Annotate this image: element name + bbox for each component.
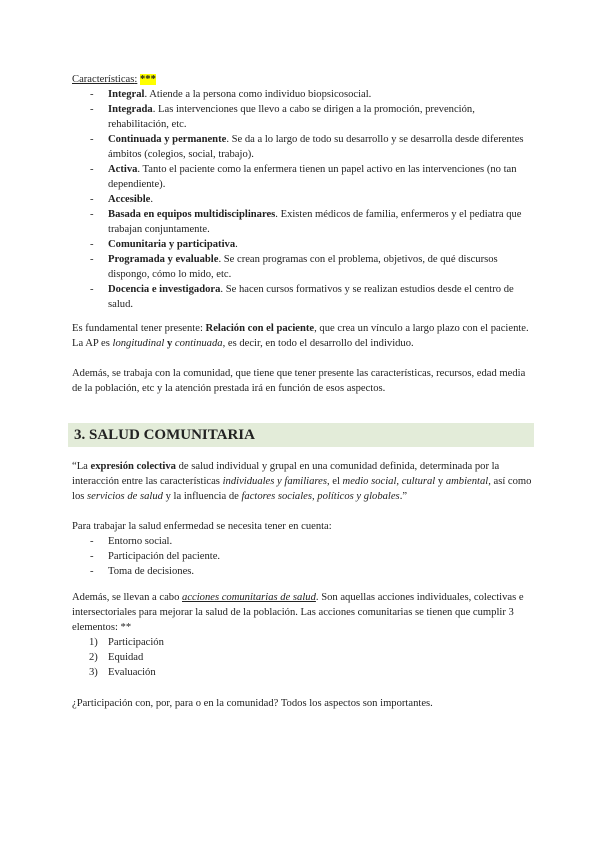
elements-list (72, 635, 532, 680)
list-item: - Integral. Atiende a la persona como individuo biopsicosocial. (72, 87, 532, 102)
participacion-paragraph (72, 696, 532, 711)
caracteristicas-colon: : (134, 74, 138, 85)
paragraph-text: Además, se trabaja con la comunidad, que tiene que tener presente las características, recursos, edad media de la población, etc y la atención prestada irá en función de esos aspectos. (72, 368, 526, 394)
paragraph-text: ¿Participación con, por, para o en la comunidad? Todos los aspectos son importantes. (72, 698, 433, 709)
list-item: 1) Participación (89, 637, 164, 648)
paragraph-text: Para trabajar la salud enfermedad se necesita tener en cuenta: (72, 521, 332, 532)
paragraph-text: Además, se llevan a cabo acciones comunitarias de salud. Son aquellas acciones individuales, colectivas e intersectoriales para mejorar la salud de la población. Las acciones comunitarias se tienen que cumplir 3 elementos: ** (72, 592, 524, 633)
acciones-section (72, 590, 532, 680)
list-item: - Participación del paciente. (72, 549, 532, 564)
comunidad-paragraph (72, 366, 532, 396)
list-item: - Toma de decisiones. (72, 564, 532, 579)
list-item: - Accesible. (72, 192, 532, 207)
section-heading: 3. SALUD COMUNITARIA (68, 423, 534, 447)
list-item: - Basada en equipos multidisciplinares. Existen médicos de familia, enfermeros y el pediatra que trabajan conjuntamente. (72, 207, 532, 237)
importance-stars: *** (139, 74, 156, 85)
list-item: - Comunitaria y participativa. (72, 237, 532, 252)
relacion-paragraph (72, 321, 532, 351)
list-item: - Docencia e investigadora. Se hacen cursos formativos y se realizan estudios desde el centro de salud. (72, 282, 532, 312)
definition-quote (72, 459, 532, 504)
caracteristicas-list (72, 87, 532, 312)
list-item: - Programada y evaluable. Se crean programas con el problema, objetivos, de qué discursos dispongo, cómo lo mido, etc. (72, 252, 532, 282)
list-item: 3) Evaluación (89, 667, 156, 678)
caracteristicas-section (72, 72, 532, 312)
list-item: - Integrada. Las intervenciones que llevo a cabo se dirigen a la promoción, prevención, rehabilitación, etc. (72, 102, 532, 132)
list-item: - Activa. Tanto el paciente como la enfermera tienen un papel activo en las intervenciones (no tan dependiente). (72, 162, 532, 192)
caracteristicas-label: Características (72, 74, 135, 85)
list-item: - Entorno social. (72, 534, 532, 549)
caracteristicas-title (72, 72, 532, 87)
paragraph-text: “La expresión colectiva de salud individual y grupal en una comunidad definida, determinada por la interacción entre las características individuales y familiares, el medio social, cultural y ambiental, así como los servicios de salud y la influencia de factores sociales, políticos y globales.” (72, 461, 532, 502)
salud-enfermedad-section (72, 519, 532, 579)
paragraph-text: Es fundamental tener presente: Relación con el paciente, que crea un vínculo a largo plazo con el paciente. La AP es longitudinal y continuada, es decir, en todo el desarrollo del individuo. (72, 323, 529, 349)
list-item: - Continuada y permanente. Se da a lo largo de todo su desarrollo y se desarrolla desde diferentes ámbitos (colegios, social, trabajo). (72, 132, 532, 162)
factors-list (72, 534, 532, 579)
list-item: 2) Equidad (89, 652, 144, 663)
